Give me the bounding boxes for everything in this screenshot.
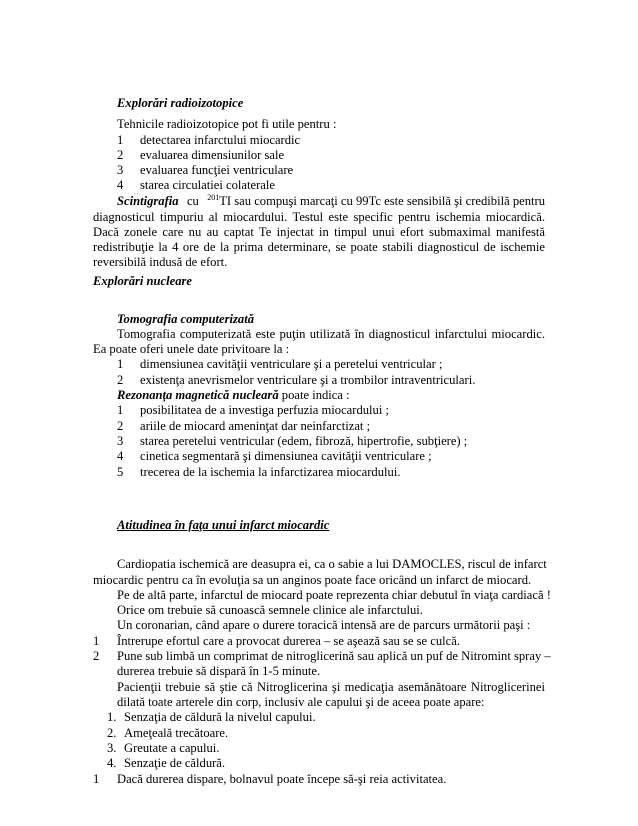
- list-item: 3 starea peretelui ventricular (edem, fibroză, hipertrofie, subţiere) ;: [117, 434, 468, 448]
- list-item: 2 ariile de miocard ameninţat dar neinfarctizat ;: [117, 419, 371, 433]
- paragraph-line: Orice om trebuie să cunoască semnele clinice ale infarctului.: [117, 603, 423, 617]
- list-item: 4 starea circulatiei colaterale: [117, 178, 275, 192]
- list-item: 1 detectarea infarctului miocardic: [117, 133, 301, 147]
- section-heading-attitude: Atitudinea în faţa unui infarct miocardic: [117, 518, 330, 532]
- scintigraphy-line-1: Scintigrafia cu $^{201}$TI sau compuşi marcaţi cu 99Tc este sensibilă şi credibilă pentru: [117, 193, 545, 208]
- paragraph-line: miocardic pentru ca în evoluţia sa un anginos poate face oricând un infarct de miocard.: [93, 573, 532, 587]
- section-heading-radioisotope: Explorări radioizotopice: [117, 96, 244, 110]
- list-item: 5 trecerea de la ischemia la infarctizarea miocardului.: [117, 465, 401, 479]
- note-line: dilată toate arterele din corp, inclusiv ale capului şi de aceea poate apare:: [117, 695, 485, 709]
- scintigraphy-line-4: redistribuţie la 4 ore de la prima determinare, se poate stabili diagnosticul de ischemie: [93, 240, 545, 254]
- tomography-line-1: Tomografia computerizată este puţin utilizată în diagnosticul infarctului miocardic.: [117, 327, 545, 341]
- radioisotope-intro: Tehnicile radioizotopice pot fi utile pentru :: [117, 117, 337, 131]
- rmn-intro: Rezonanţa magnetică nucleară poate indica :: [117, 388, 350, 402]
- tomography-line-2: Ea poate oferi unele date privitoare la :: [93, 342, 290, 356]
- scintigraphy-line-2: diagnosticul timpuriu al miocardului. Testul este specific pentru ischemia miocardică.: [93, 210, 545, 224]
- step-item: 1 Dacă durerea dispare, bolnavul poate începe să-şi reia activitatea.: [93, 772, 447, 786]
- list-item: 2. Ameţeală trecătoare.: [107, 726, 229, 740]
- list-item: 4. Senzaţie de căldură.: [107, 756, 226, 770]
- list-item: 3. Greutate a capului.: [107, 741, 220, 755]
- list-item: 1 posibilitatea de a investiga perfuzia miocardului ;: [117, 403, 389, 417]
- scintigraphy-line-5: reversibilă indusă de efort.: [93, 255, 228, 269]
- paragraph-line: Pe de altă parte, infarctul de miocard poate reprezenta chiar debutul în viaţa cardiacă !: [117, 588, 551, 602]
- subheading-tomography: Tomografia computerizată: [117, 312, 255, 326]
- paragraph-line: Cardiopatia ischemică are deasupra ei, ca o sabie a lui DAMOCLES, riscul de infarct: [117, 557, 547, 571]
- scintigraphy-line-3: Dacă zonele care nu au captat Te injectat in timpul unui efort submaximal manifestă: [93, 225, 545, 239]
- list-item: 1 dimensiunea cavităţii ventriculare şi a peretelui ventricular ;: [117, 357, 443, 371]
- paragraph-line: Un coronarian, când apare o durere toracică intensă are de parcurs următorii paşi :: [117, 618, 531, 632]
- step-continuation: durerea trebuie să dispară în 1-5 minute.: [117, 664, 321, 678]
- list-item: 3 evaluarea funcţiei ventriculare: [117, 163, 294, 177]
- list-item: 1. Senzaţia de căldură la nivelul capului.: [107, 710, 316, 724]
- scintigraphy-term: Scintigrafia: [117, 194, 179, 208]
- note-line: Pacienţii trebuie să ştie că Nitroglicerina şi medicaţia asemănătoare Nitroglicerinei: [117, 680, 545, 694]
- list-item: 2 existenţa anevrismelor ventriculare şi a trombilor intraventriculari.: [117, 373, 476, 387]
- step-item: 2 Pune sub limbă un comprimat de nitroglicerină sau aplică un puf de Nitromint spray –: [93, 649, 551, 663]
- step-item: 1 Întrerupe efortul care a provocat durerea – se aşează sau se se culcă.: [93, 634, 460, 648]
- list-item: 2 evaluarea dimensiunilor sale: [117, 148, 285, 162]
- list-item: 4 cinetica segmentară şi dimensiunea cavităţii ventriculare ;: [117, 449, 432, 463]
- rmn-term: Rezonanţa magnetică nucleară: [117, 388, 279, 402]
- section-heading-nuclear: Explorări nucleare: [93, 274, 193, 288]
